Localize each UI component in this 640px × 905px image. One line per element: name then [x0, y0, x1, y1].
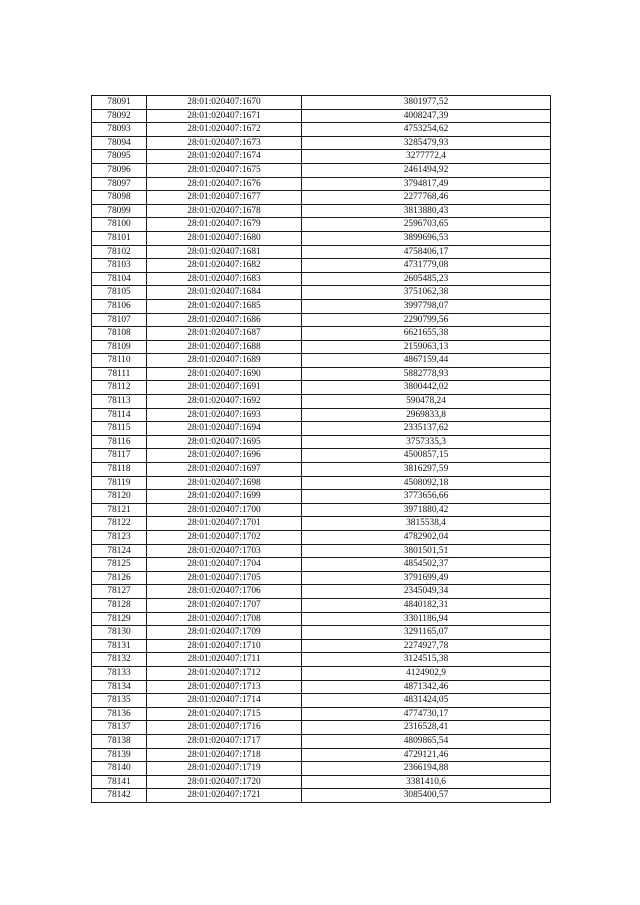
cadastral-value-cell: 6621655,38 — [302, 327, 551, 341]
cadastral-number-cell: 28:01:020407:1670 — [147, 96, 302, 110]
table-row — [92, 408, 551, 422]
row-number-cell: 78105 — [92, 286, 147, 300]
row-number-cell: 78091 — [92, 96, 147, 110]
cadastral-number-cell: 28:01:020407:1678 — [147, 204, 302, 218]
cadastral-number-cell: 28:01:020407:1708 — [147, 612, 302, 626]
cadastral-value-cell: 3813880,43 — [302, 204, 551, 218]
row-number-cell: 78106 — [92, 299, 147, 313]
row-number-cell: 78138 — [92, 734, 147, 748]
cadastral-number-cell: 28:01:020407:1713 — [147, 680, 302, 694]
table-row — [92, 531, 551, 545]
cadastral-value-cell: 4831424,05 — [302, 694, 551, 708]
cadastral-value-cell: 2461494,92 — [302, 163, 551, 177]
table-row — [92, 490, 551, 504]
cadastral-number-cell: 28:01:020407:1673 — [147, 136, 302, 150]
cadastral-value-cell: 2605485,23 — [302, 272, 551, 286]
table-row — [92, 517, 551, 531]
row-number-cell: 78142 — [92, 789, 147, 803]
table-row — [92, 680, 551, 694]
cadastral-number-cell: 28:01:020407:1716 — [147, 721, 302, 735]
cadastral-number-cell: 28:01:020407:1706 — [147, 585, 302, 599]
cadastral-value-cell: 4008247,39 — [302, 109, 551, 123]
cadastral-value-table — [91, 95, 551, 803]
cadastral-number-cell: 28:01:020407:1709 — [147, 626, 302, 640]
row-number-cell: 78135 — [92, 694, 147, 708]
cadastral-number-cell: 28:01:020407:1677 — [147, 191, 302, 205]
row-number-cell: 78132 — [92, 653, 147, 667]
cadastral-value-cell: 4774730,17 — [302, 707, 551, 721]
table-row — [92, 381, 551, 395]
cadastral-number-cell: 28:01:020407:1714 — [147, 694, 302, 708]
cadastral-value-cell: 2596703,65 — [302, 218, 551, 232]
cadastral-number-cell: 28:01:020407:1681 — [147, 245, 302, 259]
cadastral-number-cell: 28:01:020407:1711 — [147, 653, 302, 667]
row-number-cell: 78140 — [92, 762, 147, 776]
cadastral-value-cell: 4758406,17 — [302, 245, 551, 259]
table-row — [92, 503, 551, 517]
row-number-cell: 78118 — [92, 463, 147, 477]
row-number-cell: 78096 — [92, 163, 147, 177]
cadastral-number-cell: 28:01:020407:1697 — [147, 463, 302, 477]
cadastral-value-cell: 3757335,3 — [302, 435, 551, 449]
cadastral-value-cell: 2366194,88 — [302, 762, 551, 776]
table-row — [92, 313, 551, 327]
row-number-cell: 78113 — [92, 395, 147, 409]
row-number-cell: 78133 — [92, 666, 147, 680]
row-number-cell: 78128 — [92, 598, 147, 612]
cadastral-value-cell: 3791699,49 — [302, 571, 551, 585]
cadastral-value-cell: 3801501,51 — [302, 544, 551, 558]
row-number-cell: 78120 — [92, 490, 147, 504]
cadastral-number-cell: 28:01:020407:1710 — [147, 639, 302, 653]
cadastral-number-cell: 28:01:020407:1720 — [147, 775, 302, 789]
table-row — [92, 435, 551, 449]
table-row — [92, 463, 551, 477]
cadastral-number-cell: 28:01:020407:1718 — [147, 748, 302, 762]
cadastral-number-cell: 28:01:020407:1671 — [147, 109, 302, 123]
cadastral-value-cell: 3800442,02 — [302, 381, 551, 395]
table-row — [92, 272, 551, 286]
row-number-cell: 78126 — [92, 571, 147, 585]
cadastral-number-cell: 28:01:020407:1689 — [147, 354, 302, 368]
cadastral-number-cell: 28:01:020407:1705 — [147, 571, 302, 585]
cadastral-value-cell: 4840182,31 — [302, 598, 551, 612]
row-number-cell: 78101 — [92, 231, 147, 245]
table-row — [92, 789, 551, 803]
cadastral-number-cell: 28:01:020407:1688 — [147, 340, 302, 354]
cadastral-value-cell: 2345049,34 — [302, 585, 551, 599]
cadastral-value-cell: 3381410,6 — [302, 775, 551, 789]
cadastral-number-cell: 28:01:020407:1719 — [147, 762, 302, 776]
table-row — [92, 775, 551, 789]
row-number-cell: 78123 — [92, 531, 147, 545]
cadastral-number-cell: 28:01:020407:1692 — [147, 395, 302, 409]
cadastral-value-cell: 3085400,57 — [302, 789, 551, 803]
row-number-cell: 78130 — [92, 626, 147, 640]
cadastral-number-cell: 28:01:020407:1672 — [147, 123, 302, 137]
table-row — [92, 585, 551, 599]
cadastral-number-cell: 28:01:020407:1674 — [147, 150, 302, 164]
row-number-cell: 78124 — [92, 544, 147, 558]
row-number-cell: 78104 — [92, 272, 147, 286]
cadastral-number-cell: 28:01:020407:1696 — [147, 449, 302, 463]
cadastral-number-cell: 28:01:020407:1699 — [147, 490, 302, 504]
table-row — [92, 96, 551, 110]
cadastral-value-cell: 4124902,9 — [302, 666, 551, 680]
cadastral-number-cell: 28:01:020407:1695 — [147, 435, 302, 449]
cadastral-value-cell: 3801977,52 — [302, 96, 551, 110]
cadastral-value-cell: 3899696,53 — [302, 231, 551, 245]
cadastral-value-cell: 3124515,38 — [302, 653, 551, 667]
row-number-cell: 78100 — [92, 218, 147, 232]
cadastral-number-cell: 28:01:020407:1693 — [147, 408, 302, 422]
table-row — [92, 626, 551, 640]
table-row — [92, 748, 551, 762]
table-body — [92, 96, 551, 803]
cadastral-number-cell: 28:01:020407:1685 — [147, 299, 302, 313]
table-row — [92, 639, 551, 653]
cadastral-number-cell: 28:01:020407:1700 — [147, 503, 302, 517]
cadastral-value-cell: 3816297,59 — [302, 463, 551, 477]
cadastral-number-cell: 28:01:020407:1712 — [147, 666, 302, 680]
cadastral-number-cell: 28:01:020407:1675 — [147, 163, 302, 177]
row-number-cell: 78099 — [92, 204, 147, 218]
table-row — [92, 163, 551, 177]
cadastral-number-cell: 28:01:020407:1683 — [147, 272, 302, 286]
cadastral-number-cell: 28:01:020407:1698 — [147, 476, 302, 490]
row-number-cell: 78127 — [92, 585, 147, 599]
row-number-cell: 78141 — [92, 775, 147, 789]
row-number-cell: 78116 — [92, 435, 147, 449]
table-row — [92, 150, 551, 164]
cadastral-number-cell: 28:01:020407:1691 — [147, 381, 302, 395]
cadastral-value-cell: 4867159,44 — [302, 354, 551, 368]
cadastral-number-cell: 28:01:020407:1704 — [147, 558, 302, 572]
cadastral-number-cell: 28:01:020407:1687 — [147, 327, 302, 341]
table-row — [92, 395, 551, 409]
table-row — [92, 734, 551, 748]
cadastral-value-cell: 4782902,04 — [302, 531, 551, 545]
cadastral-value-cell: 3291165,07 — [302, 626, 551, 640]
cadastral-number-cell: 28:01:020407:1715 — [147, 707, 302, 721]
table-row — [92, 299, 551, 313]
table-row — [92, 123, 551, 137]
cadastral-value-cell: 5882778,93 — [302, 367, 551, 381]
table-row — [92, 327, 551, 341]
cadastral-number-cell: 28:01:020407:1680 — [147, 231, 302, 245]
table-row — [92, 544, 551, 558]
row-number-cell: 78134 — [92, 680, 147, 694]
cadastral-number-cell: 28:01:020407:1717 — [147, 734, 302, 748]
row-number-cell: 78114 — [92, 408, 147, 422]
table-row — [92, 558, 551, 572]
cadastral-number-cell: 28:01:020407:1702 — [147, 531, 302, 545]
row-number-cell: 78117 — [92, 449, 147, 463]
row-number-cell: 78093 — [92, 123, 147, 137]
table-row — [92, 666, 551, 680]
table-row — [92, 231, 551, 245]
cadastral-number-cell: 28:01:020407:1686 — [147, 313, 302, 327]
table-row — [92, 259, 551, 273]
table-row — [92, 721, 551, 735]
cadastral-number-cell: 28:01:020407:1701 — [147, 517, 302, 531]
cadastral-value-cell: 3301186,94 — [302, 612, 551, 626]
cadastral-value-cell: 3285479,93 — [302, 136, 551, 150]
row-number-cell: 78108 — [92, 327, 147, 341]
row-number-cell: 78131 — [92, 639, 147, 653]
table-row — [92, 449, 551, 463]
row-number-cell: 78110 — [92, 354, 147, 368]
cadastral-value-cell: 590478,24 — [302, 395, 551, 409]
cadastral-value-cell: 4508092,18 — [302, 476, 551, 490]
cadastral-number-cell: 28:01:020407:1679 — [147, 218, 302, 232]
row-number-cell: 78129 — [92, 612, 147, 626]
table-row — [92, 218, 551, 232]
cadastral-value-cell: 2969833,8 — [302, 408, 551, 422]
table-row — [92, 354, 551, 368]
table-row — [92, 653, 551, 667]
cadastral-value-cell: 2316528,41 — [302, 721, 551, 735]
row-number-cell: 78121 — [92, 503, 147, 517]
cadastral-value-cell: 4731779,08 — [302, 259, 551, 273]
table-row — [92, 340, 551, 354]
row-number-cell: 78115 — [92, 422, 147, 436]
row-number-cell: 78136 — [92, 707, 147, 721]
cadastral-value-cell: 2159063,13 — [302, 340, 551, 354]
cadastral-value-cell: 4753254,62 — [302, 123, 551, 137]
table-row — [92, 612, 551, 626]
table-row — [92, 571, 551, 585]
table-row — [92, 422, 551, 436]
table-row — [92, 598, 551, 612]
table-row — [92, 476, 551, 490]
table-row — [92, 762, 551, 776]
table-row — [92, 136, 551, 150]
cadastral-value-cell: 2290799,56 — [302, 313, 551, 327]
cadastral-value-cell: 4500857,15 — [302, 449, 551, 463]
row-number-cell: 78095 — [92, 150, 147, 164]
table-row — [92, 367, 551, 381]
cadastral-number-cell: 28:01:020407:1690 — [147, 367, 302, 381]
table-row — [92, 707, 551, 721]
cadastral-number-cell: 28:01:020407:1684 — [147, 286, 302, 300]
cadastral-value-cell: 3277772,4 — [302, 150, 551, 164]
row-number-cell: 78102 — [92, 245, 147, 259]
table-row — [92, 245, 551, 259]
table-row — [92, 694, 551, 708]
row-number-cell: 78094 — [92, 136, 147, 150]
cadastral-number-cell: 28:01:020407:1682 — [147, 259, 302, 273]
table-row — [92, 286, 551, 300]
row-number-cell: 78139 — [92, 748, 147, 762]
row-number-cell: 78097 — [92, 177, 147, 191]
table-row — [92, 204, 551, 218]
row-number-cell: 78109 — [92, 340, 147, 354]
row-number-cell: 78092 — [92, 109, 147, 123]
row-number-cell: 78125 — [92, 558, 147, 572]
cadastral-value-cell: 3773656,66 — [302, 490, 551, 504]
cadastral-number-cell: 28:01:020407:1703 — [147, 544, 302, 558]
row-number-cell: 78107 — [92, 313, 147, 327]
row-number-cell: 78103 — [92, 259, 147, 273]
cadastral-value-cell: 3751062,38 — [302, 286, 551, 300]
row-number-cell: 78119 — [92, 476, 147, 490]
cadastral-value-cell: 4809865,54 — [302, 734, 551, 748]
cadastral-value-cell: 2274927,78 — [302, 639, 551, 653]
cadastral-value-cell: 3815538,4 — [302, 517, 551, 531]
table-row — [92, 109, 551, 123]
table-row — [92, 191, 551, 205]
table-row — [92, 177, 551, 191]
row-number-cell: 78112 — [92, 381, 147, 395]
cadastral-value-cell: 2277768,46 — [302, 191, 551, 205]
cadastral-number-cell: 28:01:020407:1676 — [147, 177, 302, 191]
cadastral-number-cell: 28:01:020407:1707 — [147, 598, 302, 612]
cadastral-value-cell: 3997798,07 — [302, 299, 551, 313]
row-number-cell: 78137 — [92, 721, 147, 735]
cadastral-value-cell: 2335137,62 — [302, 422, 551, 436]
row-number-cell: 78122 — [92, 517, 147, 531]
cadastral-value-cell: 4871342,46 — [302, 680, 551, 694]
row-number-cell: 78111 — [92, 367, 147, 381]
cadastral-number-cell: 28:01:020407:1694 — [147, 422, 302, 436]
cadastral-number-cell: 28:01:020407:1721 — [147, 789, 302, 803]
cadastral-value-cell: 4729121,46 — [302, 748, 551, 762]
cadastral-value-cell: 3971880,42 — [302, 503, 551, 517]
cadastral-value-cell: 4854502,37 — [302, 558, 551, 572]
cadastral-value-cell: 3794817,49 — [302, 177, 551, 191]
row-number-cell: 78098 — [92, 191, 147, 205]
